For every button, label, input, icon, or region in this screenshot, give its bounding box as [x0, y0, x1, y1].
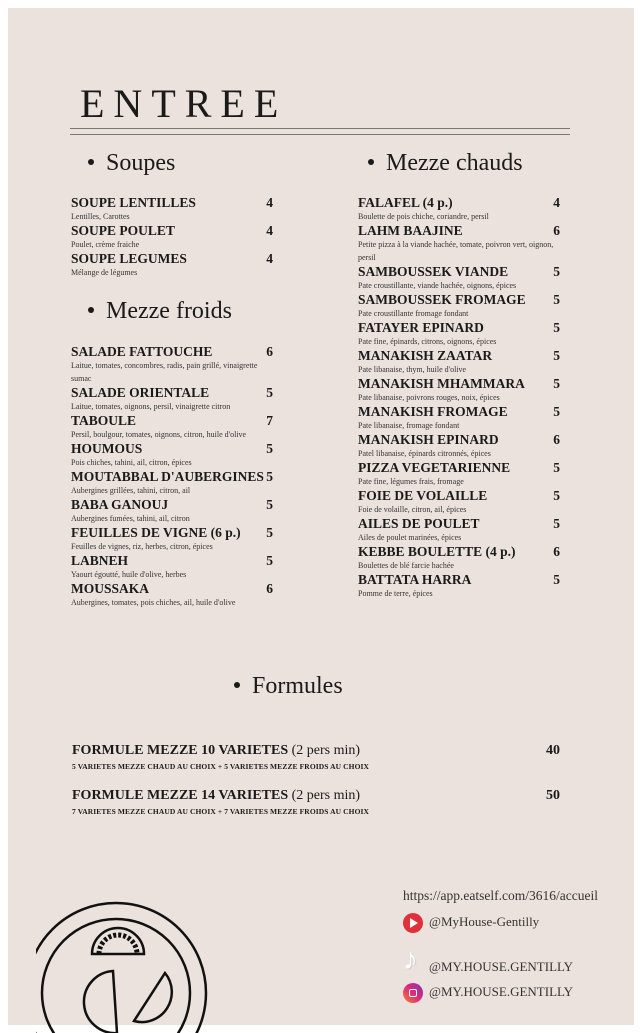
item-description: Laitue, tomates, oignons, persil, vinaigrette citron — [71, 402, 231, 411]
item-name: MOUSSAKA — [71, 581, 150, 596]
heading-text: Soupes — [106, 150, 176, 176]
item-name: BATTATA HARRA — [358, 572, 472, 587]
heading-text: Mezze chauds — [386, 150, 523, 176]
soupes-list — [71, 195, 273, 279]
section-heading-mezze-chauds — [368, 150, 523, 177]
item-price: 5 — [266, 497, 273, 512]
item-description: Mélange de légumes — [71, 268, 138, 277]
menu-item — [358, 264, 560, 292]
tiktok-icon: ♪ — [403, 943, 418, 976]
item-price: 5 — [553, 404, 560, 419]
item-description: Pate libanaise, thym, huile d'olive — [358, 365, 467, 374]
youtube-link[interactable] — [403, 913, 539, 933]
menu-item — [358, 223, 560, 264]
divider — [70, 128, 570, 129]
item-name: KEBBE BOULETTE (4 p.) — [358, 544, 516, 559]
menu-item — [358, 544, 560, 572]
item-description: Laitue, tomates, concombres, radis, pain grillé, vinaigrette sumac — [71, 361, 258, 383]
divider — [70, 134, 570, 135]
item-price: 5 — [553, 320, 560, 335]
item-name: TABOULE — [71, 413, 137, 428]
item-description: Foie de volaille, citron, ail, épices — [358, 505, 467, 514]
item-name: FEUILLES DE VIGNE (6 p.) — [71, 525, 241, 540]
menu-item — [358, 488, 560, 516]
item-name: SOUPE POULET — [71, 223, 175, 238]
menu-item — [358, 376, 560, 404]
tiktok-handle: @MY.HOUSE.GENTILLY — [429, 958, 574, 974]
item-description: Feuilles de vignes, riz, herbes, citron, épices — [71, 542, 213, 551]
item-price: 5 — [266, 525, 273, 540]
heading-text: Mezze froids — [106, 298, 232, 324]
item-description: Pate libanaise, poivrons rouges, noix, épices — [358, 393, 500, 402]
item-price: 5 — [553, 460, 560, 475]
item-name: LABNEH — [71, 553, 129, 568]
website-link[interactable]: https://app.eatself.com/3616/accueil — [403, 888, 598, 903]
item-price: 6 — [553, 223, 560, 238]
bullet-icon — [88, 307, 94, 313]
item-price: 6 — [553, 432, 560, 447]
item-price: 5 — [266, 553, 273, 568]
formule-desc: 5 VARIETES MEZZE CHAUD AU CHOIX + 5 VARIETES MEZZE FROIDS AU CHOIX — [72, 762, 370, 771]
item-description: Patel libanaise, épinards citronnés, épices — [358, 449, 491, 458]
youtube-icon — [403, 913, 423, 933]
formule-note: (2 pers min) — [291, 743, 361, 758]
formule-price: 50 — [546, 788, 560, 803]
item-price: 4 — [266, 223, 273, 238]
item-name: AILES DE POULET — [358, 516, 480, 531]
formule-name: FORMULE MEZZE 14 VARIETES — [72, 788, 289, 803]
menu-item — [358, 195, 560, 223]
item-price: 5 — [266, 385, 273, 400]
section-heading-soupes — [88, 150, 175, 177]
item-name: SAMBOUSSEK VIANDE — [358, 264, 509, 279]
formule-note: (2 pers min) — [291, 788, 361, 803]
item-description: Pate libanaise, fromage fondant — [358, 421, 460, 430]
menu-item — [358, 404, 560, 432]
menu-item — [358, 320, 560, 348]
item-name: MANAKISH MHAMMARA — [358, 376, 525, 391]
item-description: Pois chiches, tahini, ail, citron, épices — [71, 458, 192, 467]
instagram-handle: @MY.HOUSE.GENTILLY — [429, 983, 574, 999]
item-description: Pate fine, épinards, citrons, oignons, épices — [358, 337, 497, 346]
menu-item — [71, 413, 273, 441]
menu-item — [358, 460, 560, 488]
menu-item — [71, 553, 273, 581]
item-price: 6 — [266, 581, 273, 596]
instagram-link[interactable] — [403, 983, 573, 1003]
item-price: 5 — [553, 488, 560, 503]
item-price: 5 — [266, 469, 273, 484]
menu-item — [71, 497, 273, 525]
menu-item — [358, 432, 560, 460]
item-price: 7 — [266, 413, 273, 428]
restaurant-logo — [36, 883, 226, 1033]
youtube-handle: @MyHouse-Gentilly — [429, 913, 540, 929]
item-price: 4 — [266, 251, 273, 266]
item-price: 4 — [553, 195, 560, 210]
item-name: FATAYER EPINARD — [358, 320, 484, 335]
page-title: ENTREE — [80, 81, 288, 126]
item-price: 6 — [266, 344, 273, 359]
item-price: 5 — [553, 348, 560, 363]
item-price: 5 — [553, 264, 560, 279]
menu-item — [71, 441, 273, 469]
formule-item — [72, 788, 560, 816]
menu-item — [358, 516, 560, 544]
menu-item — [71, 251, 273, 279]
formule-name: FORMULE MEZZE 10 VARIETES — [72, 743, 289, 758]
item-name: MANAKISH FROMAGE — [358, 404, 508, 419]
heading-text: Formules — [252, 673, 343, 699]
menu-item — [71, 344, 273, 385]
item-description: Aubergines fumées, tahini, ail, citron — [71, 514, 190, 523]
formule-item — [72, 743, 560, 771]
tiktok-link[interactable] — [403, 943, 573, 977]
item-description: Pate croustillante fromage fondant — [358, 309, 469, 318]
menu-item — [71, 525, 273, 553]
item-price: 5 — [553, 572, 560, 587]
bullet-icon — [368, 159, 374, 165]
menu-item — [71, 223, 273, 251]
instagram-icon — [403, 983, 423, 1003]
item-description: Lentilles, Carottes — [71, 212, 130, 221]
item-description: Ailes de poulet marinées, épices — [358, 533, 462, 542]
item-name: BABA GANOUJ — [71, 497, 169, 512]
item-name: LAHM BAAJINE — [358, 223, 463, 238]
item-description: Petite pizza à la viande hachée, tomate, poivron vert, oignon, persil — [358, 240, 554, 262]
item-description: Persil, boulgour, tomates, oignons, citron, huile d'olive — [71, 430, 247, 439]
bullet-icon — [234, 682, 240, 688]
item-description: Poulet, crème fraiche — [71, 240, 140, 249]
item-description: Pate fine, légumes frais, fromage — [358, 477, 464, 486]
formule-price: 40 — [546, 743, 560, 758]
menu-page — [8, 8, 634, 1025]
formule-desc: 7 VARIETES MEZZE CHAUD AU CHOIX + 7 VARIETES MEZZE FROIDS AU CHOIX — [72, 807, 370, 816]
item-name: SALADE ORIENTALE — [71, 385, 210, 400]
item-name: SALADE FATTOUCHE — [71, 344, 213, 359]
item-name: SOUPE LEGUMES — [71, 251, 187, 266]
item-name: MOUTABBAL D'AUBERGINES — [71, 469, 264, 484]
item-price: 6 — [553, 544, 560, 559]
item-name: MANAKISH EPINARD — [358, 432, 499, 447]
item-name: FALAFEL (4 p.) — [358, 195, 453, 210]
menu-item — [358, 292, 560, 320]
item-name: FOIE DE VOLAILLE — [358, 488, 488, 503]
item-description: Pate croustillante, viande hachée, oignons, épices — [358, 281, 517, 290]
menu-item — [71, 581, 273, 609]
item-price: 4 — [266, 195, 273, 210]
item-name: SAMBOUSSEK FROMAGE — [358, 292, 526, 307]
section-heading-formules — [234, 673, 343, 700]
mezze-froids-list — [71, 344, 273, 609]
item-description: Boulettes de blé farcie hachée — [358, 561, 454, 570]
item-description: Yaourt égoutté, huile d'olive, herbes — [71, 570, 187, 579]
mezze-chauds-list — [358, 195, 560, 600]
section-heading-mezze-froids — [88, 298, 232, 325]
menu-item — [358, 348, 560, 376]
item-name: PIZZA VEGETARIENNE — [358, 460, 511, 475]
item-description: Pomme de terre, épices — [358, 589, 433, 598]
item-description: Aubergines, tomates, pois chiches, ail, huile d'olive — [71, 598, 236, 607]
menu-item — [71, 469, 273, 497]
item-description: Aubergines grillées, tahini, citron, ail — [71, 486, 191, 495]
item-name: MANAKISH ZAATAR — [358, 348, 493, 363]
item-description: Boulette de pois chiche, coriandre, persil — [358, 212, 489, 221]
bullet-icon — [88, 159, 94, 165]
item-price: 5 — [553, 376, 560, 391]
item-price: 5 — [553, 292, 560, 307]
item-name: SOUPE LENTILLES — [71, 195, 196, 210]
menu-item — [358, 572, 560, 600]
item-name: HOUMOUS — [71, 441, 143, 456]
menu-item — [71, 385, 273, 413]
item-price: 5 — [553, 516, 560, 531]
menu-item — [71, 195, 273, 223]
item-price: 5 — [266, 441, 273, 456]
